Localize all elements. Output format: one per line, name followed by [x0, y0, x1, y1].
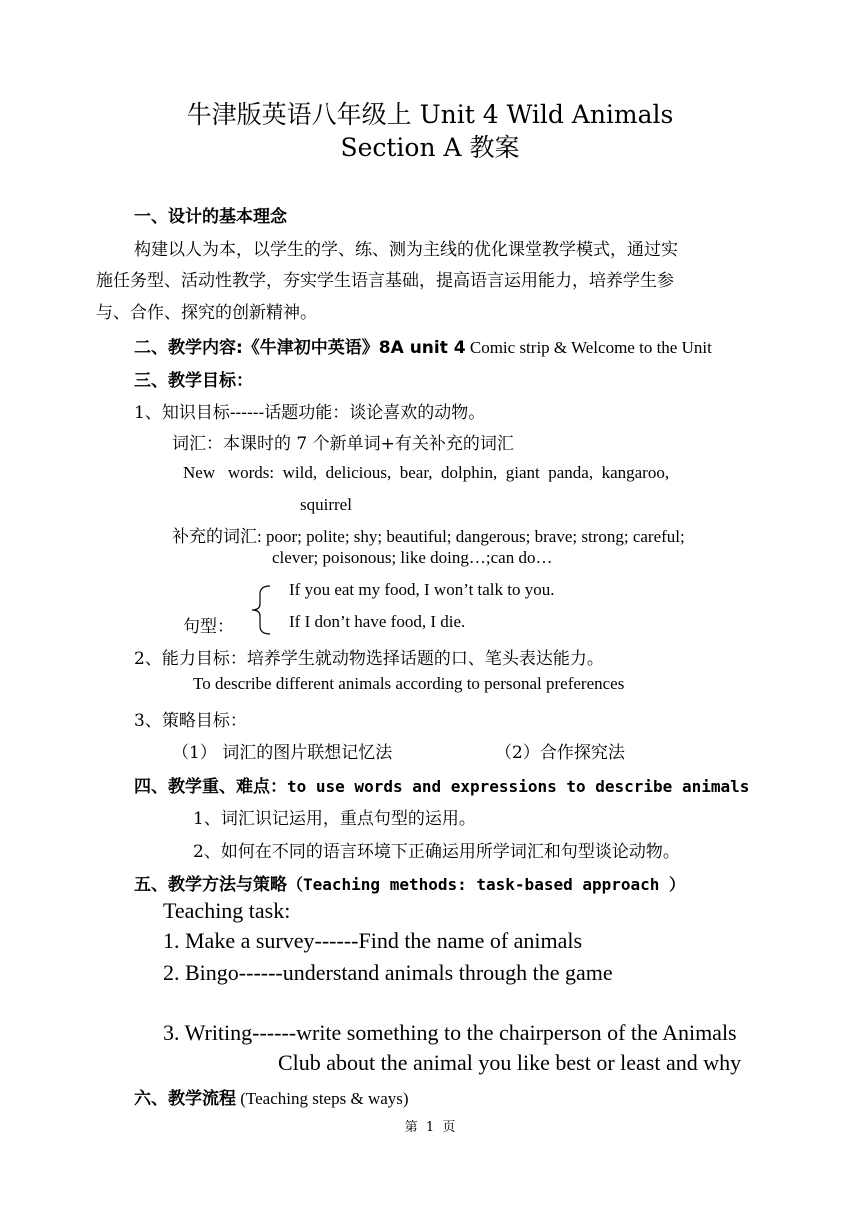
strategy-item-1: （1） 词汇的图片联想记忆法	[172, 743, 393, 763]
section-3-heading: 三、教学目标：	[134, 371, 253, 391]
teaching-task-label: Teaching task:	[163, 898, 291, 923]
key-point-2: 2、如何在不同的语言环境下正确运用所学词汇和句型谈论动物。	[193, 842, 680, 862]
section-4-heading: 四、教学重、难点：	[134, 777, 287, 797]
brace-icon	[244, 584, 274, 636]
teaching-task-3-line-2: Club about the animal you like best or least and why	[278, 1050, 742, 1075]
section-5-line	[134, 870, 685, 895]
title-line-1: 牛津版英语八年级上 Unit 4 Wild Animals	[186, 100, 674, 129]
knowledge-goal: 1、知识目标------话题功能：谈论喜欢的动物。	[134, 403, 486, 423]
pattern-line-2: If I don’t have food, I die.	[289, 612, 466, 631]
page-footer: 第 1 页	[404, 1120, 456, 1135]
section-6-line	[134, 1084, 409, 1109]
new-words-line-2: squirrel	[300, 495, 352, 514]
section-2-line	[134, 333, 712, 358]
section-5-heading: 五、教学方法与策略	[134, 875, 287, 895]
section-6-heading-en: (Teaching steps & ways)	[236, 1089, 409, 1108]
teaching-task-1: 1. Make a survey------Find the name of animals	[163, 928, 583, 953]
section-1-heading: 一、设计的基本理念	[134, 207, 287, 227]
section-1-para-line-3: 与、合作、探究的创新精神。	[96, 303, 317, 323]
section-6-heading: 六、教学流程	[134, 1089, 236, 1109]
teaching-task-2: 2. Bingo------understand animals through the game	[163, 960, 613, 985]
supplementary-words-line-1: 补充的词汇: poor; polite; shy; beautiful; dangerous; brave; strong; careful;	[172, 527, 685, 546]
section-2-text: Comic strip & Welcome to the Unit	[465, 338, 712, 357]
pattern-label: 句型：	[183, 617, 234, 637]
vocab-line: 词汇：本课时的 7 个新单词+有关补充的词汇	[172, 434, 514, 454]
section-4-line	[134, 772, 749, 797]
ability-goal: 2、能力目标：培养学生就动物选择话题的口、笔头表达能力。	[134, 649, 604, 669]
section-5-heading-en: （Teaching methods: task-based approach ）	[287, 875, 686, 894]
strategy-item-2: （2）合作探究法	[495, 743, 625, 763]
strategy-goal: 3、策略目标：	[134, 711, 247, 731]
title-line-2: Section A 教案	[340, 133, 520, 162]
section-1-para-line-2: 施任务型、活动性教学，夯实学生语言基础，提高语言运用能力，培养学生参	[96, 271, 674, 291]
section-4-heading-en: to use words and expressions to describe animals	[287, 777, 750, 796]
teaching-task-3-line-1: 3. Writing------write something to the chairperson of the Animals	[163, 1020, 737, 1045]
section-2-heading: 二、教学内容:《牛津初中英语》8A unit 4	[134, 338, 466, 358]
new-words-line-1: New words: wild, delicious, bear, dolphin, giant panda, kangaroo,	[183, 463, 670, 482]
ability-goal-en: To describe different animals according to personal preferences	[193, 674, 625, 693]
key-point-1: 1、词汇识记运用，重点句型的运用。	[193, 809, 476, 829]
section-1-para-line-1: 构建以人为本，以学生的学、练、测为主线的优化课堂教学模式，通过实	[134, 240, 678, 260]
pattern-line-1: If you eat my food, I won’t talk to you.	[289, 580, 555, 599]
supplementary-words-line-2: clever; poisonous; like doing…;can do…	[272, 548, 553, 567]
